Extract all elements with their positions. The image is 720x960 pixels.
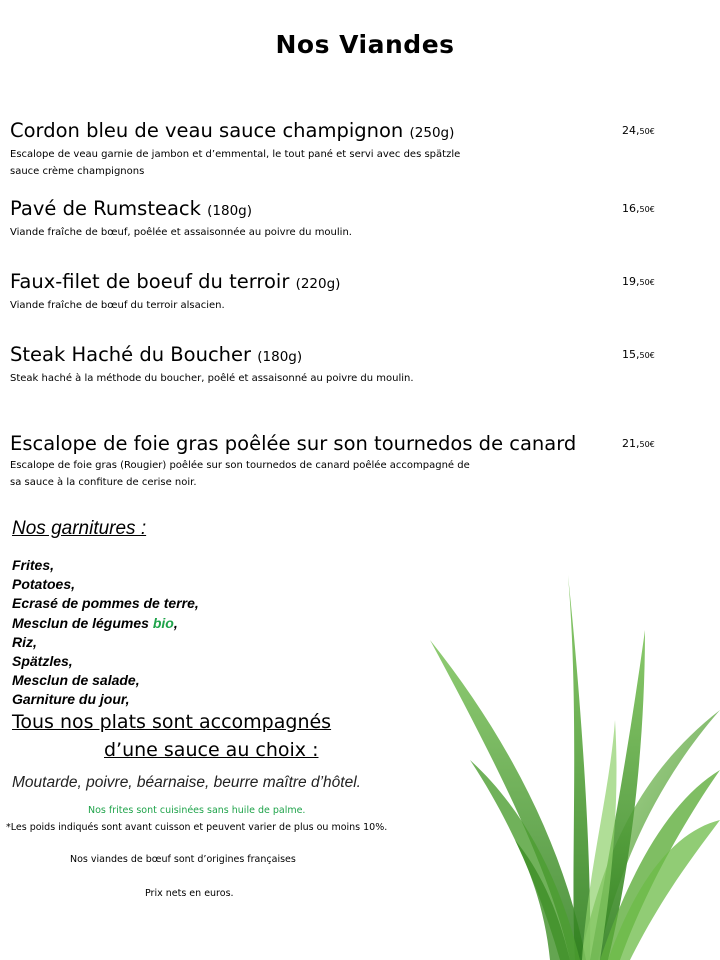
dish-weight: (250g) (409, 125, 455, 141)
bio-label: bio (152, 614, 174, 631)
dish-item (10, 118, 710, 180)
price-note: Prix nets en euros. (145, 888, 234, 899)
dish-name: Steak Haché du Boucher (10, 343, 252, 366)
list-item: Spätzles, (12, 653, 73, 670)
dish-name: Escalope de foie gras poêlée sur son tournedos de canard (10, 432, 577, 455)
dish-price: 15,50€ (622, 348, 655, 361)
dish-description: Viande fraîche de bœuf du terroir alsacien. (10, 300, 225, 311)
dish-name: Pavé de Rumsteack (10, 197, 201, 220)
list-item: Riz, (12, 633, 37, 650)
dish-description: Steak haché à la méthode du boucher, poêlé et assaisonné au poivre du moulin. (10, 373, 414, 384)
list-item: Frites, (12, 557, 55, 573)
list-item: Potatoes, (12, 576, 76, 593)
garnitures-title: Nos garnitures : (12, 518, 147, 539)
garnitures-list (12, 556, 199, 710)
dish-item (10, 269, 710, 314)
dish-item (10, 431, 710, 491)
dish-price: 19,50€ (622, 275, 655, 288)
dish-name: Faux-filet de boeuf du terroir (10, 270, 290, 293)
dish-price: 21,50€ (622, 437, 655, 450)
dish-name: Cordon bleu de veau sauce champignon (10, 119, 404, 142)
dish-description: Escalope de foie gras (Rougier) poêlée sur son tournedos de canard poêlée accompagné de sa sauce à la confiture de cerise noir. (10, 460, 470, 488)
dish-item (10, 196, 710, 241)
dish-description: Escalope de veau garnie de jambon et d’emmental, le tout pané et servi avec des spätzle sauce crème champignons (10, 149, 461, 177)
dish-weight: (180g) (257, 349, 303, 365)
list-item: Mesclun de légumes bio, (12, 614, 178, 631)
dish-weight: (220g) (295, 276, 341, 292)
dish-description: Viande fraîche de bœuf, poêlée et assaisonnée au poivre du moulin. (10, 227, 352, 238)
dish-item (10, 342, 710, 387)
sauce-heading: Tous nos plats sont accompagnés (12, 711, 332, 733)
sauce-heading-2: d’une sauce au choix : (104, 739, 319, 761)
weight-note: *Les poids indiqués sont avant cuisson et peuvent varier de plus ou moins 10%. (6, 822, 388, 833)
dish-weight: (180g) (207, 203, 253, 219)
palm-oil-note: Nos frites sont cuisinées sans huile de palme. (88, 805, 306, 816)
list-item: Garniture du jour, (12, 691, 130, 708)
dish-price: 16,50€ (622, 202, 655, 215)
sauce-list: Moutarde, poivre, béarnaise, beurre maître d’hôtel. (12, 774, 361, 791)
list-item: Ecrasé de pommes de terre, (12, 595, 199, 612)
page-title: Nos Viandes (275, 30, 455, 59)
origin-note: Nos viandes de bœuf sont d’origines françaises (70, 854, 296, 865)
dish-price: 24,50€ (622, 124, 655, 137)
list-item: Mesclun de salade, (12, 672, 140, 689)
grass-illustration (430, 570, 720, 960)
